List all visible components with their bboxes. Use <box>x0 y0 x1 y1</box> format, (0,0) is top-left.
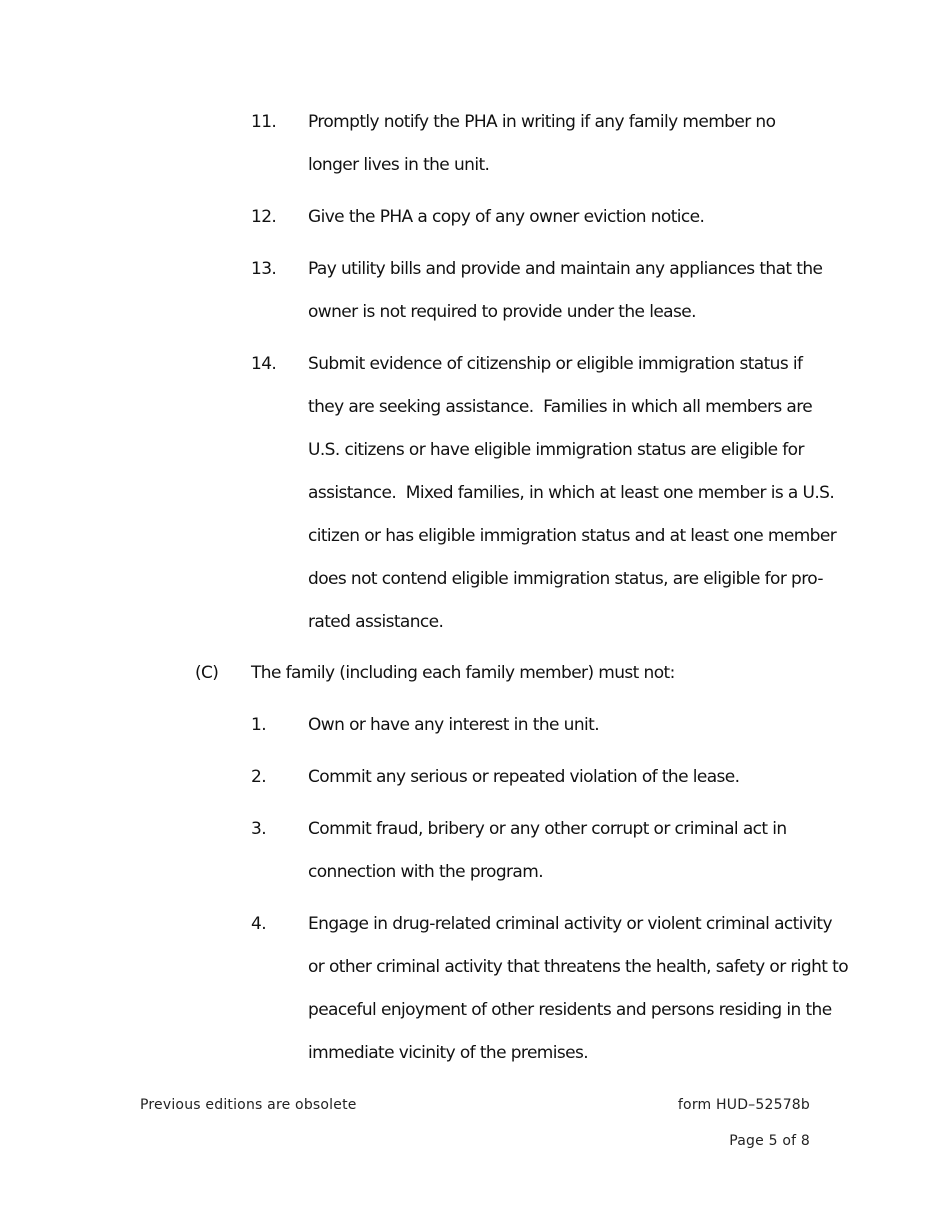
footer-form-number: form HUD–52578b <box>677 1097 810 1113</box>
text-line: Submit evidence of citizenship or eligible immigration status if <box>308 354 803 374</box>
item-text <box>308 704 818 747</box>
text-line: connection with the program. <box>308 862 544 882</box>
text-line: does not contend eligible immigration status, are eligible for pro- <box>308 569 823 589</box>
item-text <box>308 808 818 894</box>
item-text <box>308 756 818 799</box>
text-line: Pay utility bills and provide and maintain any appliances that the <box>308 259 823 279</box>
text-line: Own or have any interest in the unit. <box>308 715 599 735</box>
item-number: 4. <box>251 914 267 934</box>
section-heading-text <box>251 652 811 695</box>
item-text <box>308 101 818 187</box>
item-number: 3. <box>251 819 267 839</box>
item-text <box>308 903 849 1075</box>
text-line: immediate vicinity of the premises. <box>308 1043 589 1063</box>
item-number: 11. <box>251 112 277 132</box>
text-line: owner is not required to provide under the lease. <box>308 302 696 322</box>
text-line: Give the PHA a copy of any owner eviction notice. <box>308 207 705 227</box>
item-number: 1. <box>251 715 267 735</box>
text-line: or other criminal activity that threatens the health, safety or right to <box>308 957 849 977</box>
section-label: (C) <box>195 663 219 683</box>
text-line: assistance. Mixed families, in which at least one member is a U.S. <box>308 483 835 503</box>
text-line: Promptly notify the PHA in writing if any family member no <box>308 112 776 132</box>
item-number: 2. <box>251 767 267 787</box>
text-line: Engage in drug-related criminal activity or violent criminal activity <box>308 914 832 934</box>
text-line: Commit fraud, bribery or any other corrupt or criminal act in <box>308 819 787 839</box>
item-number: 13. <box>251 259 277 279</box>
text-line: The family (including each family member) must not: <box>251 663 675 683</box>
footer-obsolete-note: Previous editions are obsolete <box>140 1097 357 1113</box>
text-line: longer lives in the unit. <box>308 155 490 175</box>
text-line: citizen or has eligible immigration status and at least one member <box>308 526 837 546</box>
footer-page-number: Page 5 of 8 <box>729 1133 810 1149</box>
item-text <box>308 248 823 334</box>
item-text <box>308 196 818 239</box>
text-line: Commit any serious or repeated violation of the lease. <box>308 767 740 787</box>
item-number: 14. <box>251 354 277 374</box>
text-line: U.S. citizens or have eligible immigration status are eligible for <box>308 440 804 460</box>
text-line: peaceful enjoyment of other residents and persons residing in the <box>308 1000 832 1020</box>
item-number: 12. <box>251 207 277 227</box>
text-line: they are seeking assistance. Families in which all members are <box>308 397 813 417</box>
text-line: rated assistance. <box>308 612 444 632</box>
item-text <box>308 343 837 644</box>
